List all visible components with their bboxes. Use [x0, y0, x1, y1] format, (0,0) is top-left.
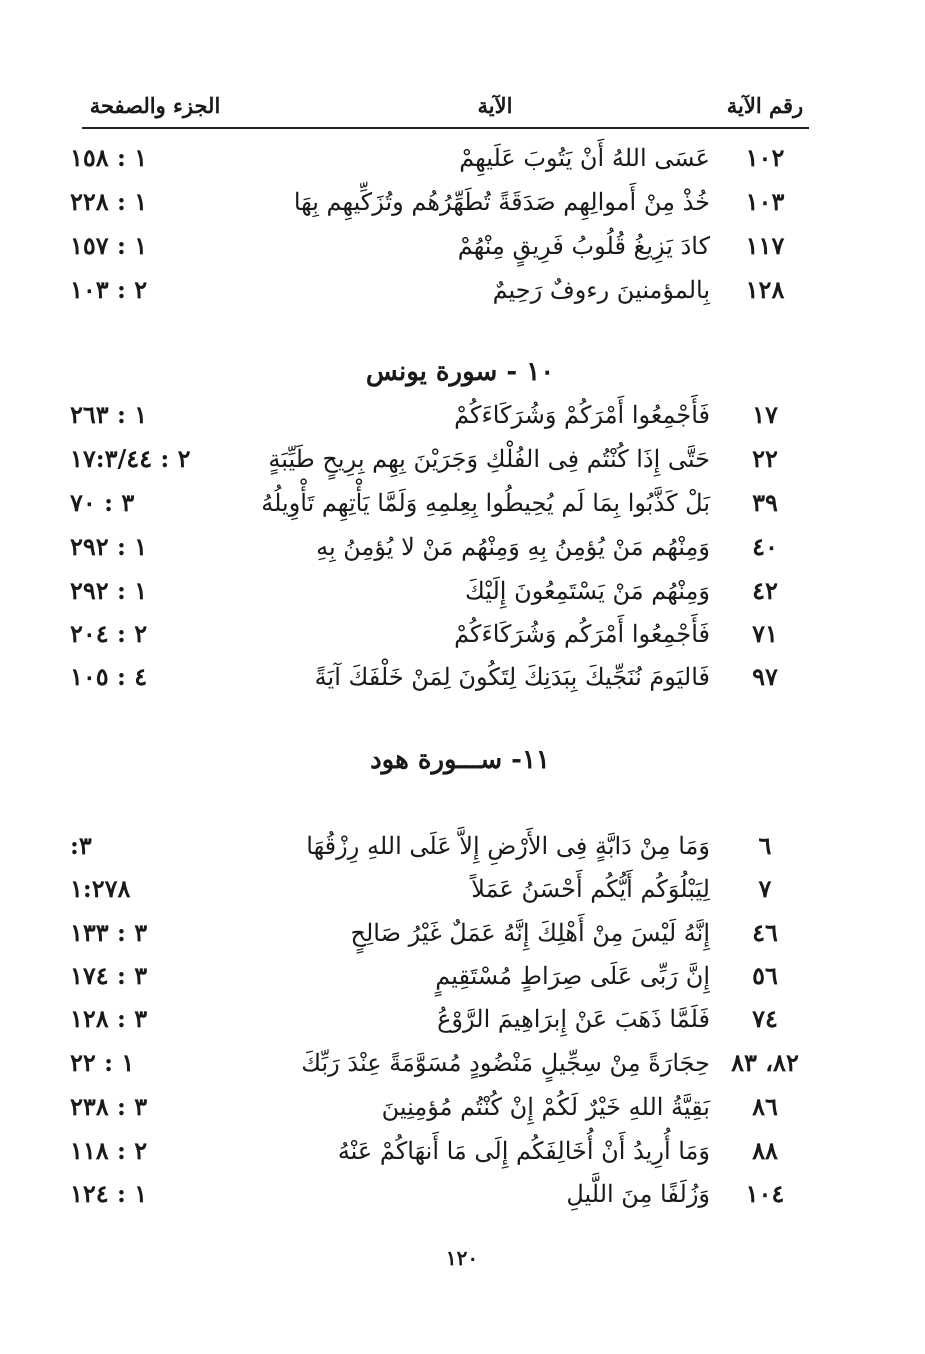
- ayah-text: حِجَارَةً مِنْ سِجِّيلٍ مَنْضُودٍ مُسَوَّمَةً عِنْدَ رَبِّكَ: [301, 1049, 710, 1077]
- volume-page-ref: ٤ : ١٠٥: [70, 662, 148, 691]
- ayah-text: فَاليَومَ نُنَجِّيكَ بِبَدَنِكَ لِتَكُونَ لِمَنْ خَلْفَكَ آيَةً: [314, 663, 710, 691]
- page-number: ١٢٠: [445, 1246, 479, 1270]
- ayah-text: وَزُلَفًا مِنَ اللَّيلِ: [566, 1180, 710, 1208]
- ayah-number: ٨٢، ٨٣: [731, 1048, 799, 1077]
- ayah-number: ٦: [758, 831, 772, 860]
- table-row: [70, 527, 810, 567]
- table-row: [70, 956, 810, 996]
- table-row: [70, 1174, 810, 1214]
- volume-page-ref: ١ : ٢٩٢: [70, 576, 148, 605]
- table-row: [70, 138, 810, 178]
- table-row: [70, 999, 810, 1039]
- volume-page-ref: ٢ : ٢٠٤: [70, 619, 148, 648]
- volume-page-ref: ١:٢٧٨: [70, 874, 131, 903]
- table-row: [70, 1131, 810, 1171]
- volume-page-ref: ١ : ١٢٤: [70, 1179, 148, 1208]
- ayah-text: فَأَجْمِعُوا أَمْرَكُم وَشُرَكَاءَكُمْ: [454, 620, 710, 648]
- ayah-number: ١٢٨: [745, 275, 785, 304]
- ayah-text: إِنَّ رَبِّى عَلَى صِرَاطٍ مُسْتَقِيمٍ: [435, 962, 710, 990]
- ayah-number: ١٠٤: [745, 1179, 785, 1208]
- table-row: [70, 913, 810, 953]
- volume-page-ref: ٢ : ١٧:٣/٤٤: [70, 444, 191, 473]
- table-row: [70, 226, 810, 266]
- table-row: [70, 483, 810, 523]
- ayah-number: ٤٠: [752, 532, 778, 561]
- ayah-number: ٨٨: [752, 1136, 778, 1165]
- header-rule: [82, 127, 809, 129]
- table-row: [70, 439, 810, 479]
- volume-page-ref: ٢ : ١٠٣: [70, 275, 148, 304]
- ayah-text: وَمَا أُرِيدُ أَنْ أُخَالِفَكُم إِلَى مَا أَنهَاكُمْ عَنْهُ: [337, 1137, 710, 1165]
- ayah-number: ١١٧: [745, 231, 785, 260]
- ayah-text: فَأَجْمِعُوا أَمْرَكُمْ وَشُرَكَاءَكُمْ: [454, 401, 710, 429]
- volume-page-ref: ١ : ٢٩٢: [70, 532, 148, 561]
- ayah-text: وَمِنْهُم مَنْ يَسْتَمِعُونَ إِلَيْكَ: [465, 577, 710, 605]
- surah-title-yunus: ١٠ - سورة يونس: [365, 357, 555, 387]
- ayah-number: ٨٦: [752, 1092, 778, 1121]
- ayah-number: ١٠٢: [745, 143, 785, 172]
- ayah-text: لِيَبْلُوَكُم أَيُّكُم أَحْسَنُ عَمَلاً: [471, 875, 710, 903]
- volume-page-ref: ٣ : ١٧٤: [70, 961, 148, 990]
- volume-page-ref: ٢ : ١١٨: [70, 1136, 148, 1165]
- volume-page-ref: ٣:: [70, 831, 92, 860]
- table-row: [70, 869, 810, 909]
- ayah-text: خُذْ مِنْ أَموالِهِم صَدَقَةً تُطَهِّرُهُم وتُزَكِّيهِم بِهَا: [293, 188, 710, 216]
- ayah-number: ١٠٣: [745, 187, 785, 216]
- volume-page-ref: ١ : ٢٢٨: [70, 187, 148, 216]
- header-ayah-number: رقم الآية: [726, 93, 804, 118]
- table-row: [70, 1043, 810, 1083]
- table-header: [70, 86, 810, 126]
- volume-page-ref: ١ : ٢٦٣: [70, 400, 148, 429]
- volume-page-ref: ١ : ٢٢: [70, 1048, 135, 1077]
- ayah-text: بِالمؤمنينَ رءوفٌ رَحِيمٌ: [492, 276, 710, 304]
- header-ayah-text: الآية: [477, 93, 513, 118]
- ayah-number: ١٧: [752, 400, 778, 429]
- ayah-number: ٩٧: [752, 662, 778, 691]
- surah-title-hud: ١١- ســـورة هود: [370, 745, 550, 775]
- ayah-number: ٧٤: [752, 1004, 778, 1033]
- ayah-number: ٤٦: [752, 918, 778, 947]
- table-row: [70, 826, 810, 866]
- ayah-text: وَمَا مِنْ دَابَّةٍ فِى الأَرْضِ إِلاَّ عَلَى اللهِ رِزْقُهَا: [306, 832, 710, 860]
- volume-page-ref: ٣ : ٢٣٨: [70, 1092, 148, 1121]
- table-row: [70, 1087, 810, 1127]
- ayah-number: ٢٢: [752, 444, 778, 473]
- ayah-text: بَلْ كَذَّبُوا بِمَا لَم يُحِيطُوا بِعِلمِهِ وَلَمَّا يَأْتِهِم تَأْوِيلُهُ: [261, 489, 710, 517]
- volume-page-ref: ٣ : ١٢٨: [70, 1004, 148, 1033]
- ayah-number: ٤٢: [752, 576, 778, 605]
- volume-page-ref: ٣ : ٧٠: [70, 488, 135, 517]
- table-row: [70, 395, 810, 435]
- ayah-text: حَتَّى إِذَا كُنْتُم فِى الفُلْكِ وَجَرَيْنَ بِهِم بِرِيحٍ طَيِّبَةٍ: [268, 445, 710, 473]
- header-volume-page: الجزء والصفحة: [89, 93, 221, 118]
- volume-page-ref: ١ : ١٥٧: [70, 231, 148, 260]
- ayah-number: ٥٦: [752, 961, 778, 990]
- table-row: [70, 657, 810, 697]
- volume-page-ref: ٣ : ١٣٣: [70, 918, 148, 947]
- ayah-number: ٧: [758, 874, 772, 903]
- ayah-text: بَقِيَّةُ اللهِ خَيْرٌ لَكُمْ إِنْ كُنْتُم مُؤمِنِينَ: [381, 1093, 710, 1121]
- ayah-text: وَمِنْهُم مَنْ يُؤمِنُ بِهِ وَمِنْهُم مَنْ لا يُؤمِنُ بِهِ: [316, 533, 710, 561]
- ayah-text: كادَ يَزِيغُ قُلُوبُ فَرِيقٍ مِنْهُمْ: [457, 232, 710, 260]
- ayah-number: ٧١: [752, 619, 778, 648]
- ayah-text: فَلَمَّا ذَهَبَ عَنْ إِبرَاهِيمَ الرَّوْعُ: [437, 1005, 710, 1033]
- volume-page-ref: ١ : ١٥٨: [70, 143, 148, 172]
- table-row: [70, 270, 810, 310]
- table-row: [70, 614, 810, 654]
- ayah-text: إِنَّهُ لَيْسَ مِنْ أَهْلِكَ إِنَّهُ عَمَلٌ غَيْرُ صَالِحٍ: [350, 919, 710, 947]
- ayah-text: عَسَى اللهُ أَنْ يَتُوبَ عَلَيهِمْ: [459, 144, 710, 172]
- table-row: [70, 571, 810, 611]
- table-row: [70, 182, 810, 222]
- ayah-number: ٣٩: [752, 488, 778, 517]
